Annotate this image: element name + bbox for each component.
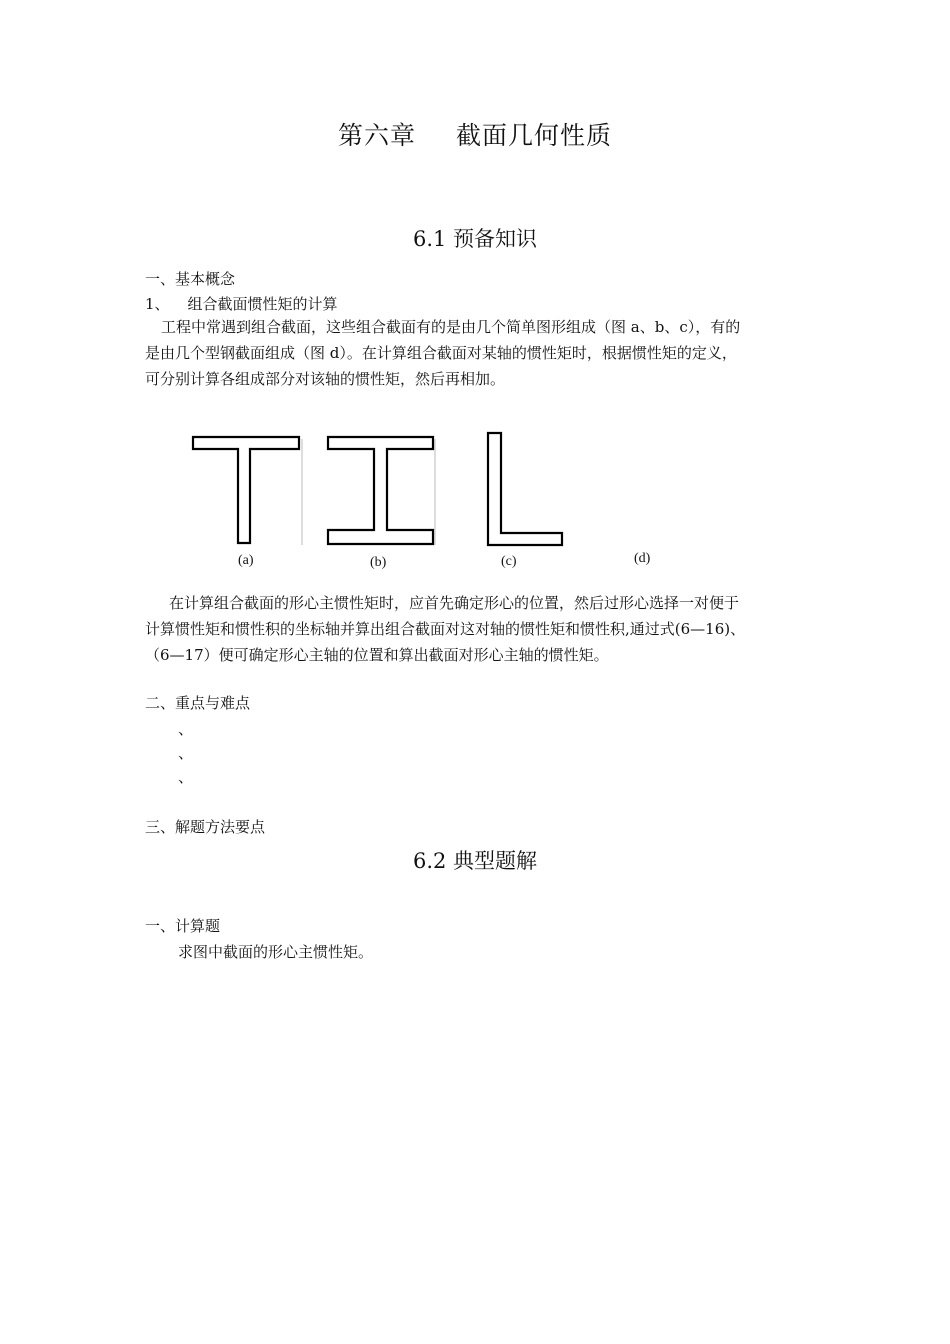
paragraph-line: 计算惯性矩和惯性积的坐标轴并算出组合截面对这对轴的惯性矩和惯性积,通过式(6—16)、 <box>145 620 746 638</box>
chapter-number: 第六章 <box>337 121 416 150</box>
key-point-item: 、 <box>178 768 194 786</box>
figure-label-d: (d) <box>634 551 651 566</box>
i-section-shape <box>328 437 433 544</box>
chapter-name: 截面几何性质 <box>456 121 613 150</box>
paragraph-line: 是由几个型钢截面组成（图 d）。在计算组合截面对某轴的惯性矩时，根据惯性矩的定义， <box>145 344 737 362</box>
heading-calculation-problems: 一、计算题 <box>145 917 221 935</box>
t-section-shape <box>193 437 299 543</box>
paragraph-line: 工程中常遇到组合截面，这些组合截面有的是由几个简单图形组成（图 a、b、c），有的 <box>161 318 741 336</box>
heading-basic-concepts: 一、基本概念 <box>145 270 236 288</box>
cross-section-drawing <box>185 425 685 575</box>
subheading-number: 1、 <box>145 295 170 313</box>
key-point-item: 、 <box>178 744 194 762</box>
paragraph-line: 可分别计算各组成部分对该轴的惯性矩，然后再相加。 <box>145 370 506 388</box>
figure-label-a: (a) <box>238 553 254 568</box>
paragraph-composite-sections <box>145 314 813 392</box>
heading-solution-methods: 三、解题方法要点 <box>145 818 266 836</box>
paragraph-line: （6—17）便可确定形心主轴的位置和算出截面对形心主轴的惯性矩。 <box>145 646 609 664</box>
paragraph-principal-axes <box>145 590 813 668</box>
chapter-title <box>0 116 950 152</box>
key-point-item: 、 <box>178 720 194 738</box>
subheading-text: 组合截面惯性矩的计算 <box>187 295 338 313</box>
section-title-6-1: 6.1 预备知识 <box>412 227 538 251</box>
l-section-shape <box>488 433 562 545</box>
paragraph-line: 在计算组合截面的形心主惯性矩时，应首先确定形心的位置，然后过形心选择一对便于 <box>169 594 740 612</box>
subheading-composite-inertia <box>145 293 338 314</box>
problem-statement: 求图中截面的形心主惯性矩。 <box>178 943 374 961</box>
figure-label-b: (b) <box>370 555 387 570</box>
heading-key-points: 二、重点与难点 <box>145 694 251 712</box>
cross-section-figure <box>185 425 685 579</box>
figure-label-c: (c) <box>501 554 517 569</box>
section-title-6-2: 6.2 典型题解 <box>412 849 538 873</box>
